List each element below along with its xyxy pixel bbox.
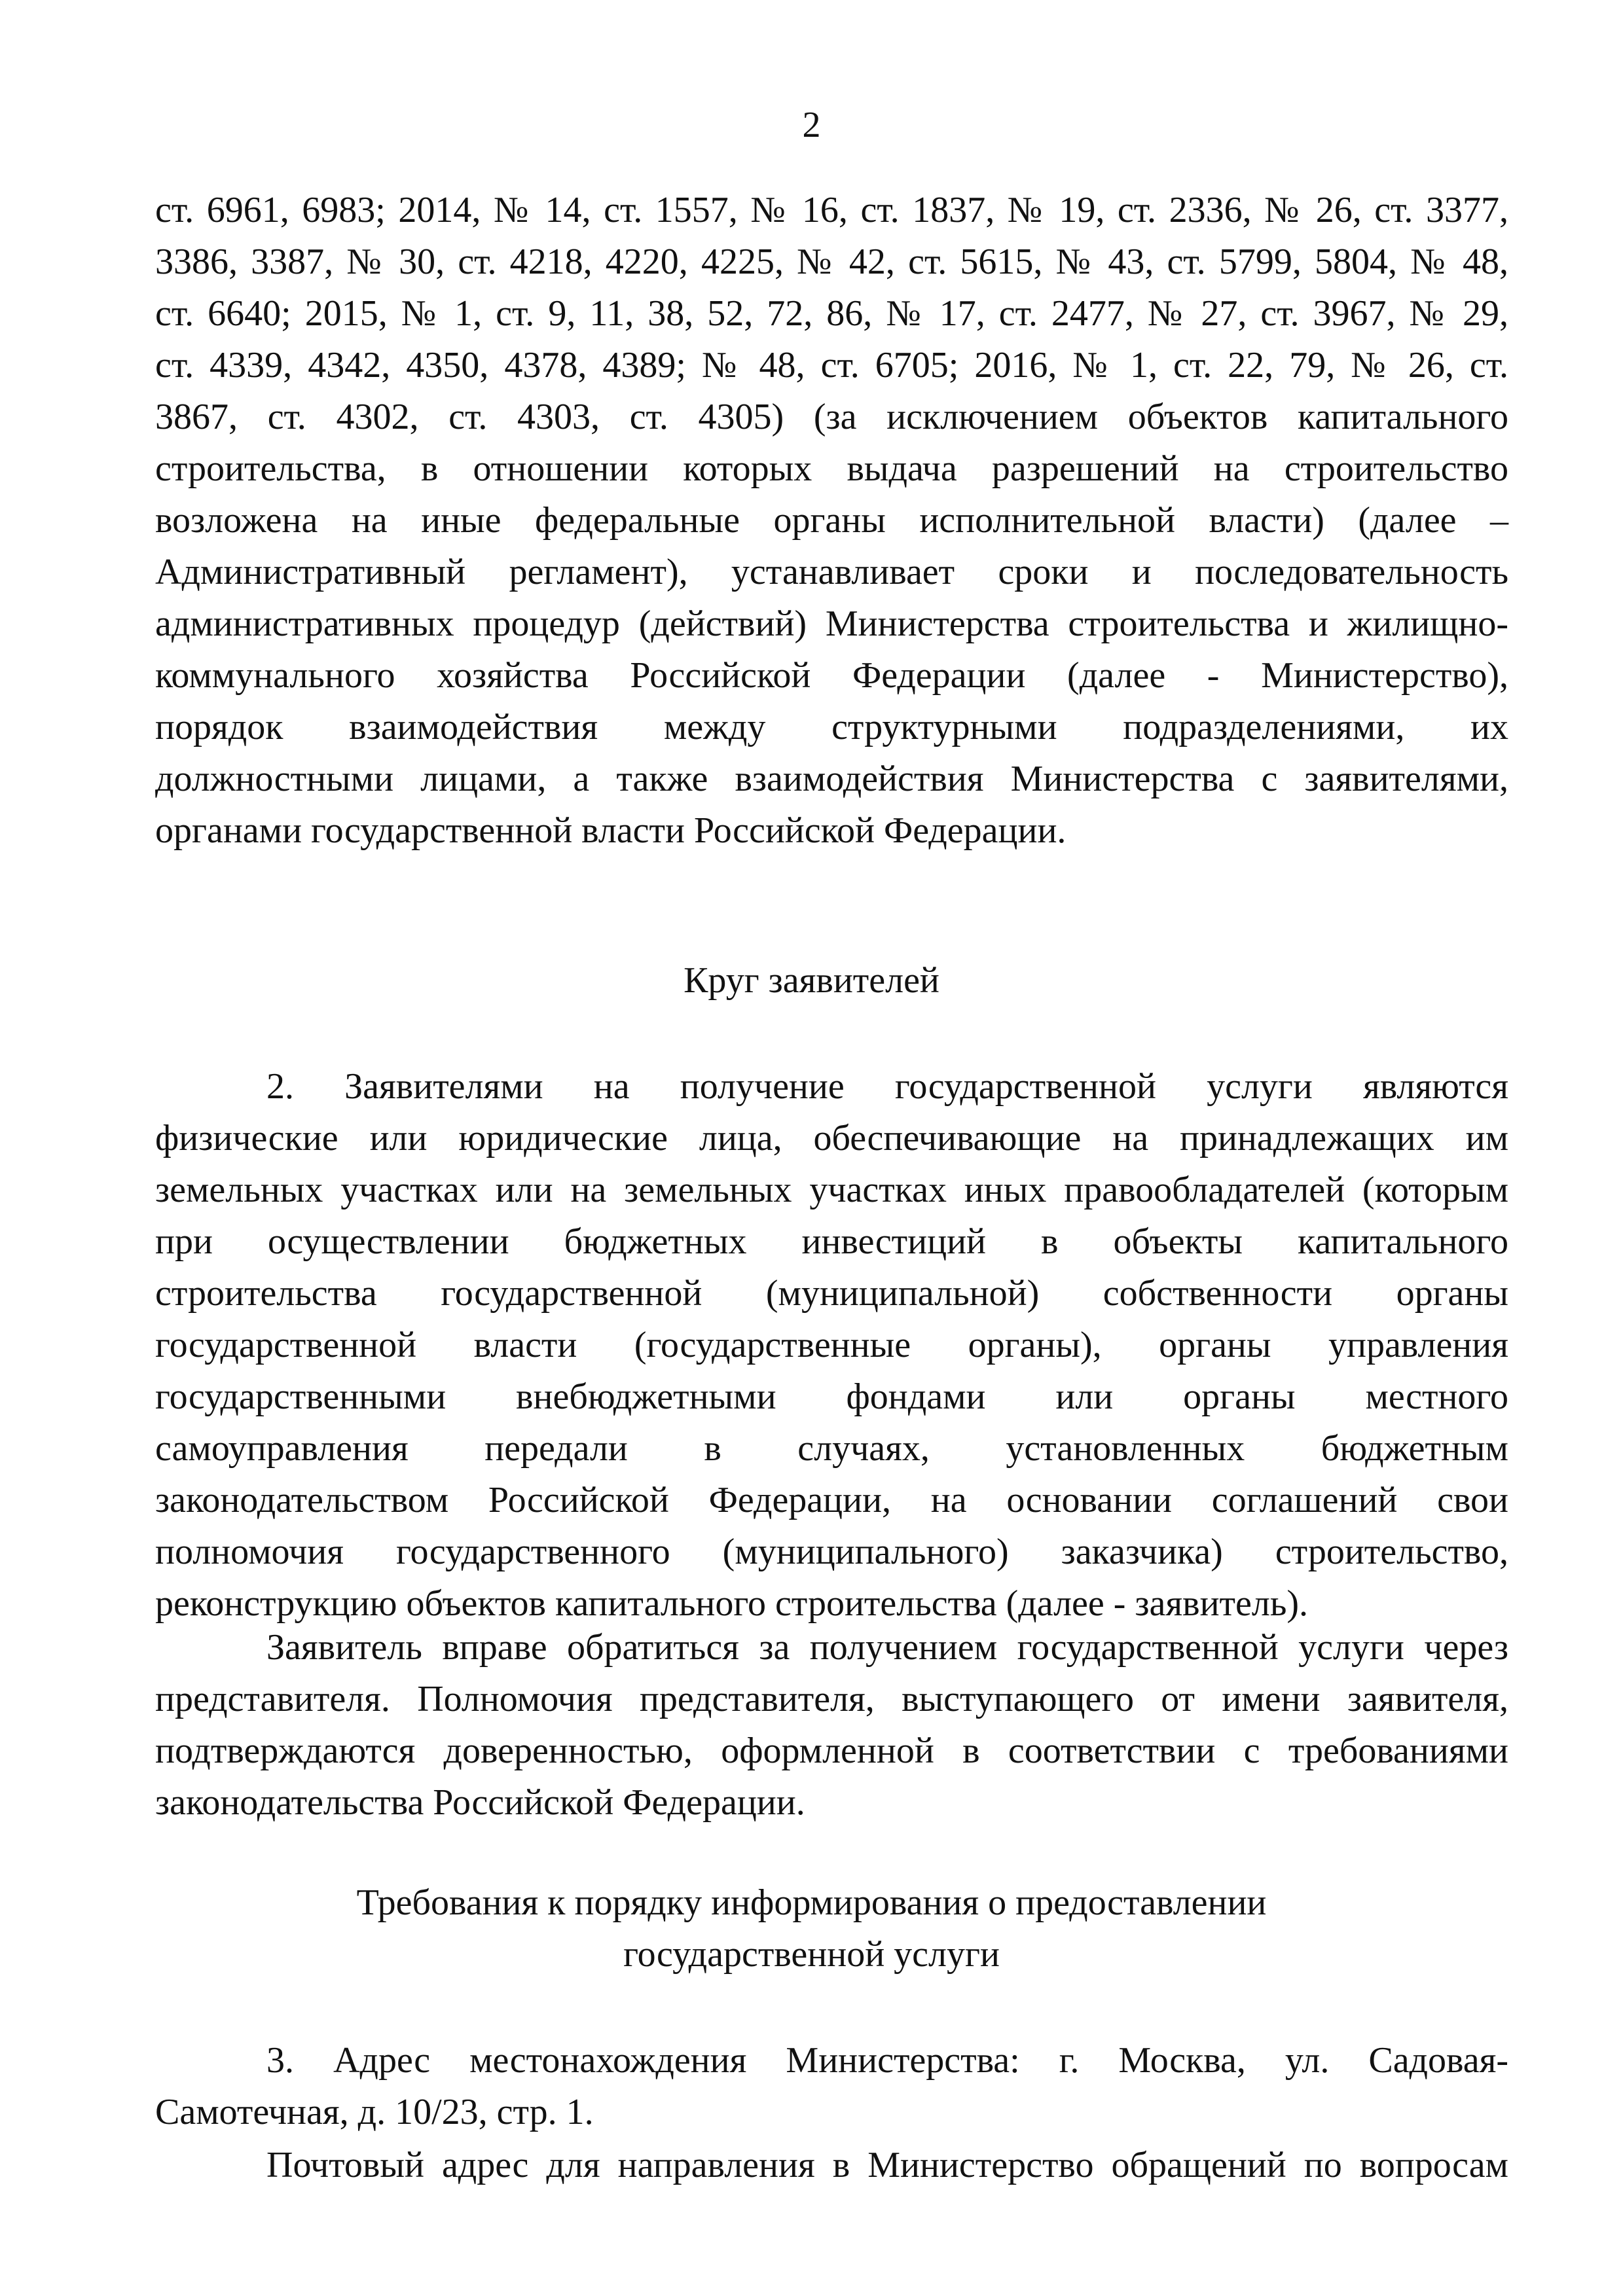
- paragraph-applicants: [155, 1061, 1508, 1630]
- text-line: ст. 6640; 2015, № 1, ст. 9, 11, 38, 52, 72, 86, № 17, ст. 2477, № 27, ст. 3967, № 29,: [155, 293, 1508, 334]
- text-line: строительства государственной (муниципальной) собственности органы: [155, 1273, 1508, 1314]
- text-line: 3386, 3387, № 30, ст. 4218, 4220, 4225, № 42, ст. 5615, № 43, ст. 5799, 5804, № 48,: [155, 242, 1508, 282]
- text-line: ст. 6961, 6983; 2014, № 14, ст. 1557, № 16, ст. 1837, № 19, ст. 2336, № 26, ст. 3377,: [155, 190, 1508, 230]
- text-line: реконструкцию объектов капитального строительства (далее - заявитель).: [155, 1583, 1309, 1624]
- text-line: Административный регламент), устанавливает сроки и последовательность: [155, 552, 1508, 592]
- text-line: порядок взаимодействия между структурными подразделениями, их: [155, 707, 1508, 747]
- text-line: Почтовый адрес для направления в Министерство обращений по вопросам: [266, 2145, 1508, 2185]
- section-heading-applicants: Круг заявителей: [684, 960, 939, 1001]
- text-line: Самотечная, д. 10/23, стр. 1.: [155, 2092, 594, 2132]
- section-heading-information-line-2: государственной услуги: [623, 1934, 1000, 1975]
- paragraph-representative: [155, 1622, 1508, 1829]
- text-line: государственными внебюджетными фондами или органы местного: [155, 1376, 1508, 1417]
- text-line: полномочия государственного (муниципального) заказчика) строительство,: [155, 1532, 1508, 1572]
- text-line: административных процедур (действий) Министерства строительства и жилищно-: [155, 603, 1508, 644]
- text-line: подтверждаются доверенностью, оформленной в соответствии с требованиями: [155, 1731, 1508, 1771]
- paragraph-postal-address: [155, 2140, 1508, 2191]
- text-line: государственной власти (государственные органы), органы управления: [155, 1325, 1508, 1365]
- text-line: 2. Заявителями на получение государственной услуги являются: [266, 1066, 1508, 1107]
- text-line: представителя. Полномочия представителя, выступающего от имени заявителя,: [155, 1679, 1508, 1719]
- page-number: 2: [802, 105, 821, 145]
- text-line: 3. Адрес местонахождения Министерства: г. Москва, ул. Садовая-: [266, 2040, 1508, 2081]
- text-line: при осуществлении бюджетных инвестиций в объекты капитального: [155, 1221, 1508, 1262]
- text-line: 3867, ст. 4302, ст. 4303, ст. 4305) (за исключением объектов капитального: [155, 397, 1508, 437]
- text-line: ст. 4339, 4342, 4350, 4378, 4389; № 48, ст. 6705; 2016, № 1, ст. 22, 79, № 26, ст.: [155, 345, 1508, 386]
- text-line: Заявитель вправе обратиться за получением государственной услуги через: [266, 1627, 1508, 1668]
- text-line: должностными лицами, а также взаимодействия Министерства с заявителями,: [155, 759, 1508, 799]
- section-heading-information-line-1: Требования к порядку информирования о предоставлении: [356, 1882, 1267, 1923]
- text-line: законодательством Российской Федерации, на основании соглашений свои: [155, 1480, 1508, 1520]
- text-line: строительства, в отношении которых выдача разрешений на строительство: [155, 448, 1508, 489]
- text-line: органами государственной власти Российской Федерации.: [155, 810, 1067, 851]
- text-line: физические или юридические лица, обеспечивающие на принадлежащих им: [155, 1118, 1508, 1158]
- paragraph-scope-intro: [155, 185, 1508, 857]
- text-line: возложена на иные федеральные органы исполнительной власти) (далее –: [155, 500, 1508, 541]
- text-line: коммунального хозяйства Российской Федерации (далее - Министерство),: [155, 655, 1508, 696]
- text-line: законодательства Российской Федерации.: [155, 1782, 805, 1823]
- paragraph-ministry-address: [155, 2035, 1508, 2138]
- text-line: самоуправления передали в случаях, установленных бюджетным: [155, 1428, 1508, 1469]
- text-line: земельных участках или на земельных участках иных правообладателей (которым: [155, 1170, 1508, 1210]
